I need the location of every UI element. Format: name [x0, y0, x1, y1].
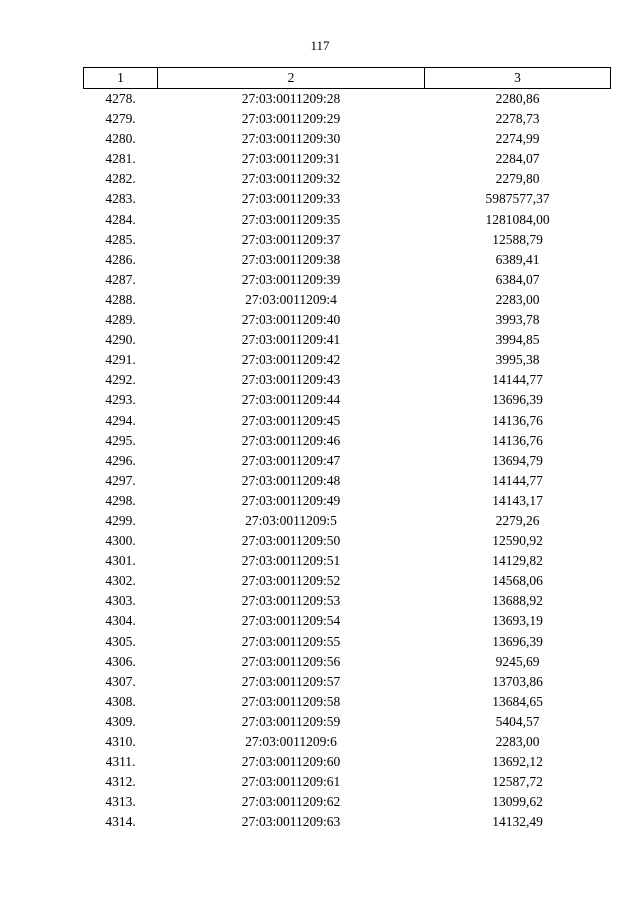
- table-row: [84, 330, 611, 350]
- row-value: 2284,07: [495, 151, 540, 167]
- cadastral-number: 27:03:0011209:37: [241, 231, 341, 247]
- column-header-1: 1: [84, 68, 158, 89]
- row-value: 14136,76: [492, 432, 543, 448]
- row-value: 13703,86: [492, 673, 543, 689]
- cadastral-number: 27:03:0011209:53: [241, 593, 341, 609]
- table-row: [84, 692, 611, 712]
- cadastral-number: 27:03:0011209:6: [245, 734, 337, 749]
- cadastral-number: 27:03:0011209:33: [241, 191, 341, 207]
- row-number: 4285.: [105, 231, 136, 247]
- table-row: [84, 471, 611, 491]
- row-number: 4286.: [105, 251, 136, 267]
- cadastral-number: 27:03:0011209:41: [241, 332, 341, 348]
- cadastral-number: 27:03:0011209:60: [241, 754, 341, 770]
- table-row: [84, 350, 611, 370]
- row-value: 14568,06: [492, 573, 543, 589]
- cadastral-number: 27:03:0011209:42: [241, 352, 341, 368]
- table-row: [84, 230, 611, 250]
- table-row: [84, 752, 611, 772]
- cadastral-number: 27:03:0011209:51: [241, 553, 341, 569]
- row-value: 3993,78: [495, 312, 540, 328]
- row-value: 13692,12: [492, 754, 543, 770]
- row-value: 9245,69: [495, 653, 540, 669]
- row-value: 2279,80: [495, 171, 540, 187]
- row-number: 4279.: [105, 111, 136, 127]
- row-value: 13696,39: [492, 392, 543, 408]
- row-number: 4300.: [105, 533, 136, 549]
- row-number: 4289.: [105, 312, 136, 328]
- row-number: 4301.: [105, 553, 136, 569]
- row-value: 2274,99: [495, 131, 540, 147]
- table-row: [84, 672, 611, 692]
- row-number: 4299.: [105, 512, 136, 528]
- column-header-2: 2: [158, 68, 425, 89]
- cadastral-number: 27:03:0011209:44: [241, 392, 341, 408]
- row-number: 4280.: [105, 131, 136, 147]
- table-row: [84, 611, 611, 631]
- table-row: [84, 89, 611, 110]
- row-number: 4281.: [105, 151, 136, 167]
- cadastral-number: 27:03:0011209:49: [241, 492, 341, 508]
- row-number: 4278.: [105, 91, 136, 106]
- row-value: 6389,41: [495, 251, 540, 267]
- table-row: [84, 370, 611, 390]
- row-value: 3995,38: [495, 352, 540, 368]
- row-value: 2283,00: [495, 734, 540, 749]
- row-number: 4291.: [105, 352, 136, 368]
- cadastral-number: 27:03:0011209:35: [241, 211, 341, 227]
- row-value: 2278,73: [495, 111, 540, 127]
- row-value: 2280,86: [495, 91, 540, 106]
- table-row: [84, 169, 611, 189]
- cadastral-number: 27:03:0011209:56: [241, 653, 341, 669]
- data-table: [83, 67, 611, 832]
- cadastral-number: 27:03:0011209:50: [241, 533, 341, 549]
- cadastral-number: 27:03:0011209:43: [241, 372, 341, 388]
- row-value: 13688,92: [492, 593, 543, 609]
- row-number: 4305.: [105, 633, 136, 649]
- table-row: [84, 390, 611, 410]
- row-number: 4292.: [105, 372, 136, 388]
- table-row: [84, 531, 611, 551]
- row-value: 1281084,00: [485, 211, 550, 227]
- table-row: [84, 732, 611, 752]
- row-number: 4294.: [105, 412, 136, 428]
- cadastral-number: 27:03:0011209:30: [241, 131, 341, 147]
- row-number: 4314.: [105, 814, 136, 830]
- row-value: 14129,82: [492, 553, 543, 569]
- table-row: [84, 652, 611, 672]
- row-number: 4306.: [105, 653, 136, 669]
- row-value: 6384,07: [495, 271, 540, 287]
- cadastral-number: 27:03:0011209:31: [241, 151, 341, 167]
- column-header-3: 3: [425, 68, 611, 89]
- row-number: 4311.: [105, 754, 136, 770]
- row-number: 4293.: [105, 392, 136, 408]
- row-number: 4282.: [105, 171, 136, 187]
- cadastral-number: 27:03:0011209:48: [241, 472, 341, 488]
- row-number: 4310.: [105, 734, 136, 749]
- row-value: 13099,62: [492, 794, 543, 810]
- cadastral-number: 27:03:0011209:29: [241, 111, 341, 127]
- cadastral-number: 27:03:0011209:28: [241, 91, 341, 106]
- cadastral-number: 27:03:0011209:54: [241, 613, 341, 629]
- cadastral-number: 27:03:0011209:57: [241, 673, 341, 689]
- table-body: [84, 89, 611, 833]
- table-row: [84, 149, 611, 169]
- row-value: 13693,19: [492, 613, 543, 629]
- row-number: 4298.: [105, 492, 136, 508]
- table-row: [84, 812, 611, 832]
- row-value: 14143,17: [492, 492, 543, 508]
- row-value: 2283,00: [495, 291, 540, 307]
- table-row: [84, 310, 611, 330]
- table-row: [84, 551, 611, 571]
- cadastral-number: 27:03:0011209:4: [245, 291, 337, 307]
- row-number: 4302.: [105, 573, 136, 589]
- row-value: 13694,79: [492, 452, 543, 468]
- row-number: 4304.: [105, 613, 136, 629]
- table-row: [84, 451, 611, 471]
- row-value: 14144,77: [492, 472, 543, 488]
- row-value: 13684,65: [492, 693, 543, 709]
- row-number: 4283.: [105, 191, 136, 207]
- table-row: [84, 591, 611, 611]
- header-row: [84, 68, 611, 89]
- table-row: [84, 411, 611, 431]
- table-row: [84, 431, 611, 451]
- cadastral-number: 27:03:0011209:52: [241, 573, 341, 589]
- cadastral-number: 27:03:0011209:32: [241, 171, 341, 187]
- cadastral-number: 27:03:0011209:39: [241, 271, 341, 287]
- cadastral-number: 27:03:0011209:58: [241, 693, 341, 709]
- row-number: 4290.: [105, 332, 136, 348]
- row-number: 4297.: [105, 472, 136, 488]
- table-row: [84, 270, 611, 290]
- table-row: [84, 632, 611, 652]
- table-row: [84, 210, 611, 230]
- row-value: 5987577,37: [485, 191, 550, 207]
- cadastral-number: 27:03:0011209:47: [241, 452, 341, 468]
- table-row: [84, 250, 611, 270]
- table-row: [84, 712, 611, 732]
- table-row: [84, 792, 611, 812]
- cadastral-number: 27:03:0011209:40: [241, 312, 341, 328]
- row-value: 13696,39: [492, 633, 543, 649]
- row-number: 4284.: [105, 211, 136, 227]
- cadastral-number: 27:03:0011209:62: [241, 794, 341, 810]
- row-number: 4307.: [105, 673, 136, 689]
- cadastral-number: 27:03:0011209:46: [241, 432, 341, 448]
- cadastral-number: 27:03:0011209:5: [245, 512, 337, 528]
- row-value: 14136,76: [492, 412, 543, 428]
- table-row: [84, 511, 611, 531]
- cadastral-number: 27:03:0011209:59: [241, 713, 341, 729]
- row-number: 4312.: [105, 774, 136, 790]
- table-row: [84, 491, 611, 511]
- table-row: [84, 290, 611, 310]
- table-row: [84, 772, 611, 792]
- row-value: 12588,79: [492, 231, 543, 247]
- row-value: 12590,92: [492, 533, 543, 549]
- row-number: 4288.: [105, 291, 136, 307]
- table-row: [84, 129, 611, 149]
- page-number: 117: [310, 38, 330, 53]
- row-value: 14144,77: [492, 372, 543, 388]
- row-number: 4295.: [105, 432, 136, 448]
- table-row: [84, 571, 611, 591]
- row-value: 3994,85: [495, 332, 540, 348]
- cadastral-number: 27:03:0011209:61: [241, 774, 341, 790]
- table-row: [84, 109, 611, 129]
- row-number: 4287.: [105, 271, 136, 287]
- row-value: 2279,26: [495, 512, 540, 528]
- cadastral-number: 27:03:0011209:55: [241, 633, 341, 649]
- table-header: [84, 68, 611, 89]
- row-number: 4308.: [105, 693, 136, 709]
- row-value: 5404,57: [495, 713, 540, 729]
- row-value: 14132,49: [492, 814, 543, 830]
- cadastral-number: 27:03:0011209:45: [241, 412, 341, 428]
- row-number: 4309.: [105, 713, 136, 729]
- table-row: [84, 189, 611, 209]
- cadastral-number: 27:03:0011209:63: [241, 814, 341, 830]
- row-value: 12587,72: [492, 774, 543, 790]
- row-number: 4303.: [105, 593, 136, 609]
- row-number: 4313.: [105, 794, 136, 810]
- row-number: 4296.: [105, 452, 136, 468]
- cadastral-number: 27:03:0011209:38: [241, 251, 341, 267]
